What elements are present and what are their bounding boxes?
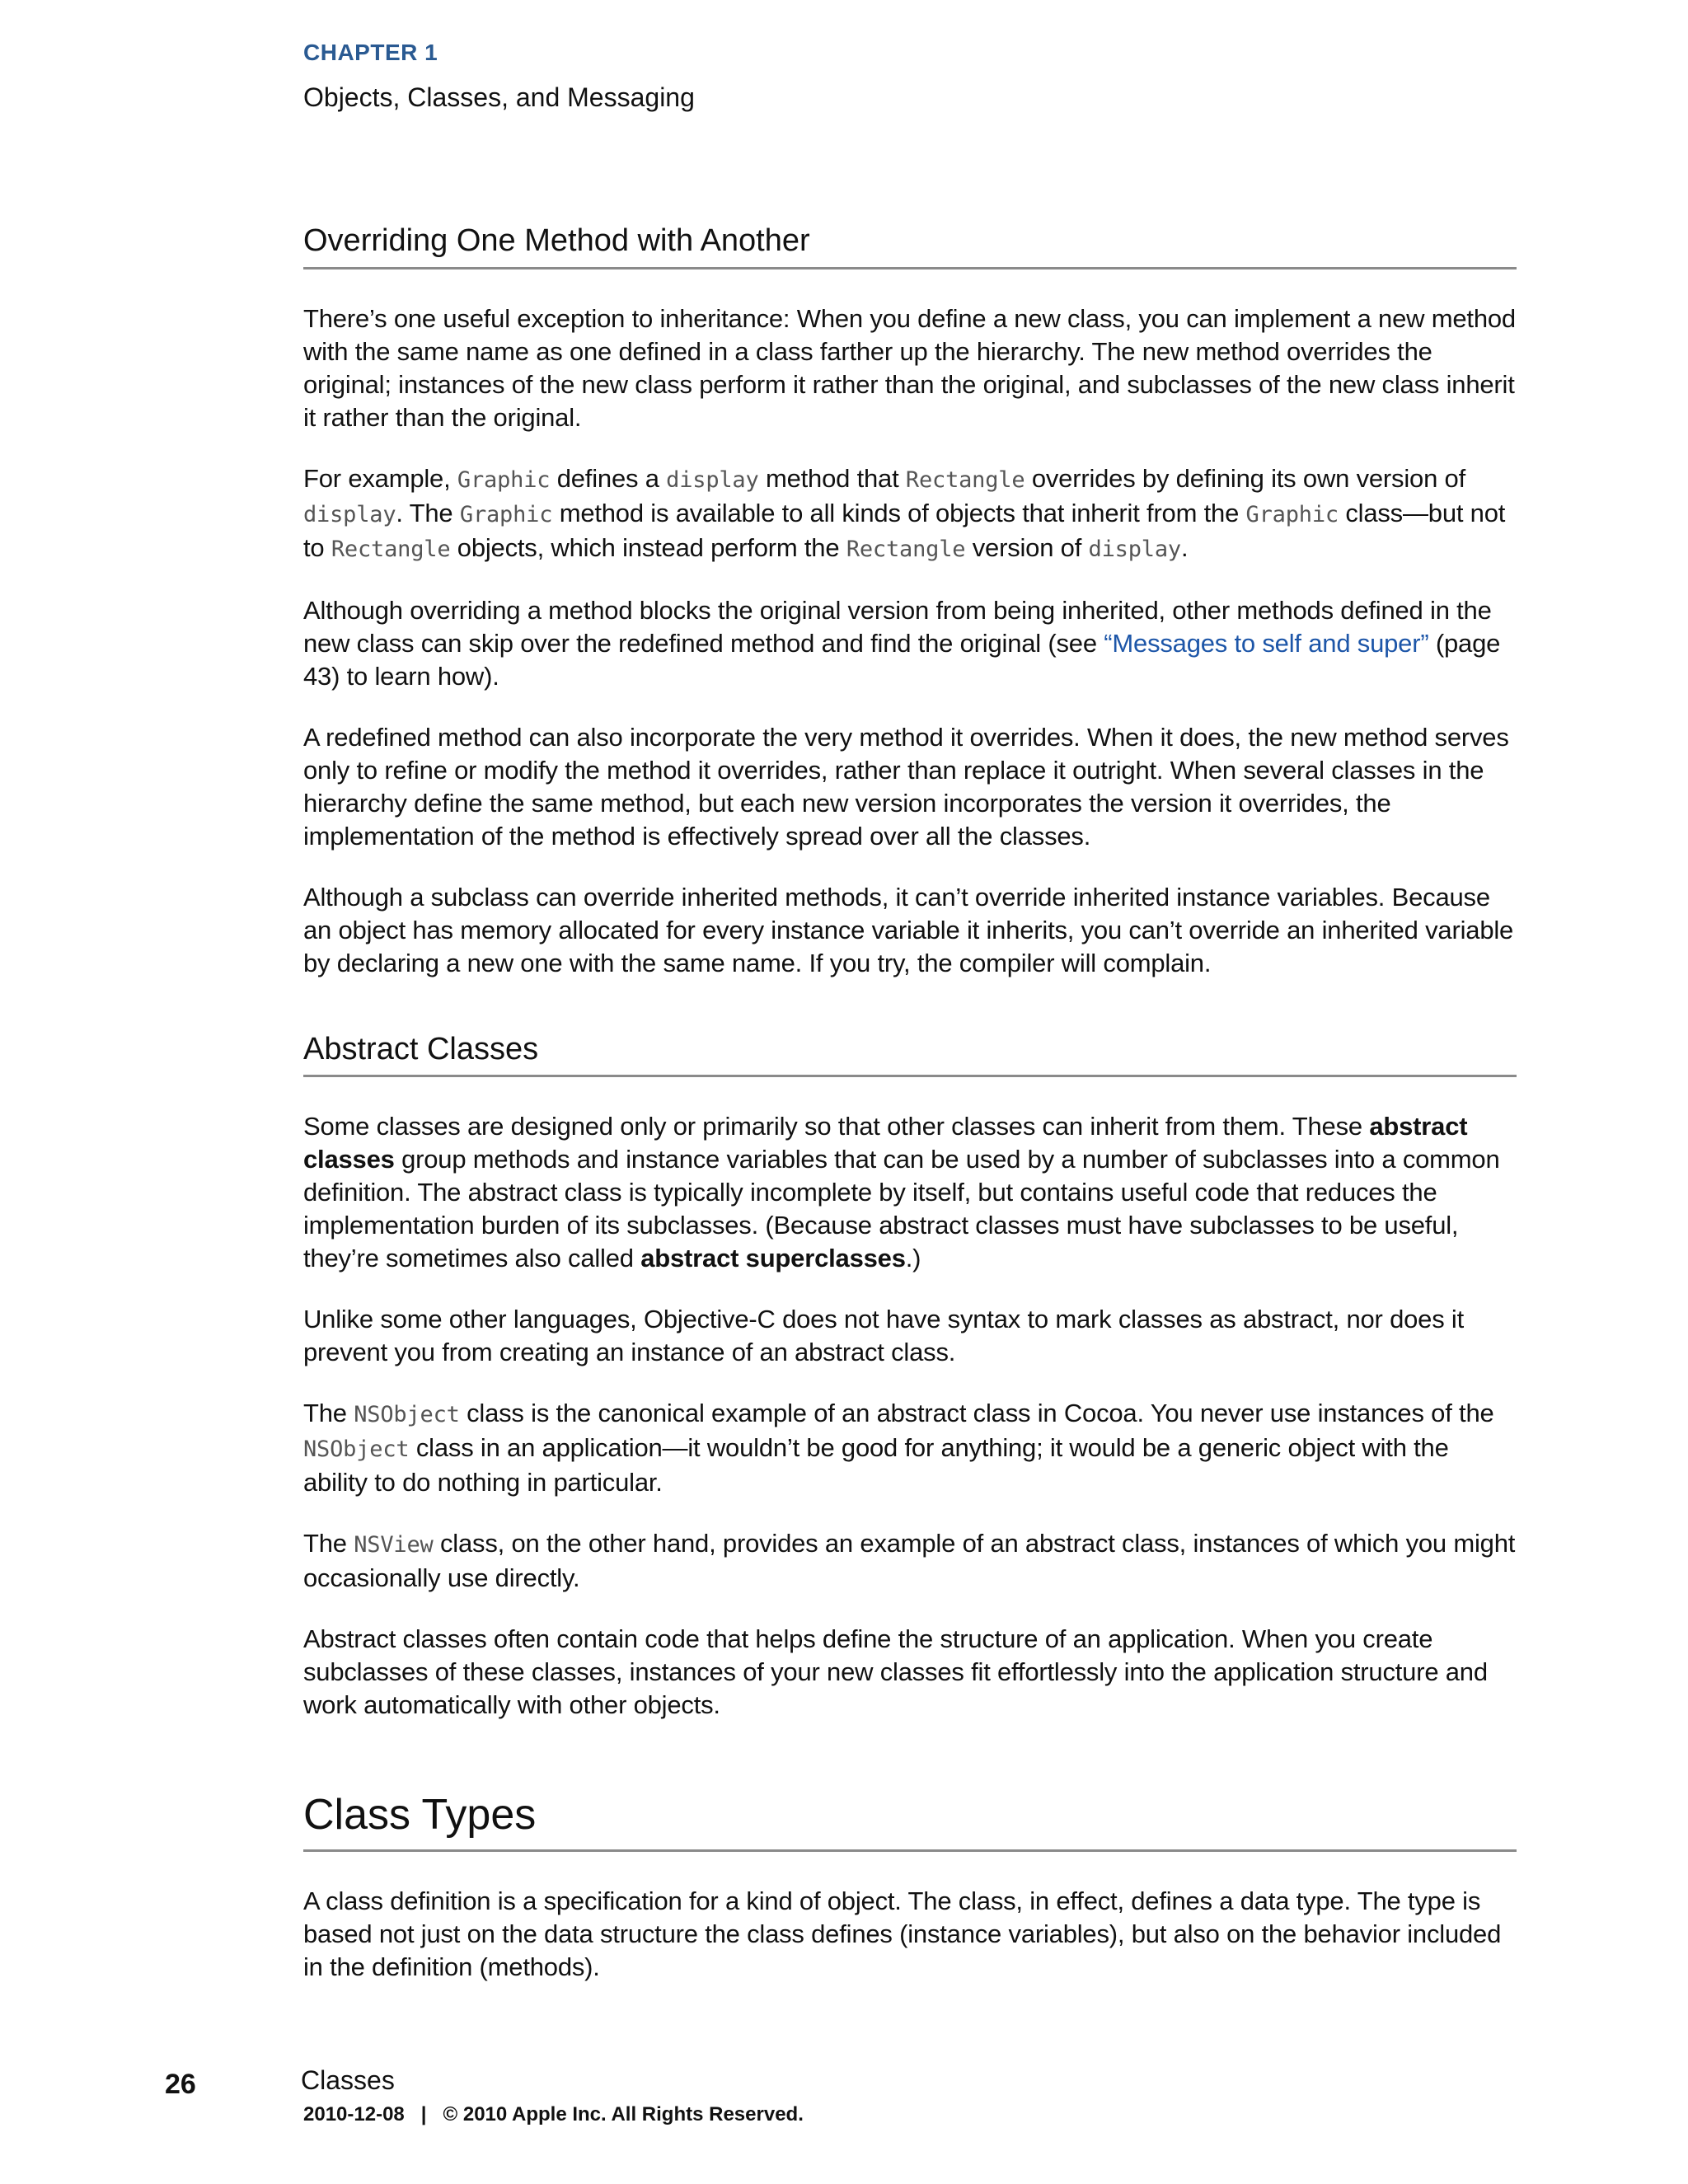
code-term: Rectangle (331, 536, 451, 562)
paragraph: Abstract classes often contain code that helps define the structure of an application. When you create subclasses of these classes, instances of your new classes fit effortlessly into the application structure and work automatically with other objects. (303, 1624, 1488, 1720)
code-term: Graphic (1245, 501, 1339, 527)
code-term: NSObject (303, 1436, 410, 1463)
page-number: 26 (165, 2069, 196, 2100)
paragraph: Some classes are designed only or primarily so that other classes can inherit from them. These abstract classes group methods and instance variables that can be used by a number of subclasses into a common definition. The abstract class is typically incomplete by itself, but contains useful code that reduces the implementation burden of its subclasses. (Because abstract classes must have subclasses to be useful, they’re sometimes also called abstract superclasses.) (303, 1112, 1500, 1273)
paragraph: Unlike some other languages, Objective-C does not have syntax to mark classes as abstract, nor does it prevent you from creating an instance of an abstract class. (303, 1305, 1465, 1367)
messages-to-self-and-super-link[interactable]: “Messages to self and super” (1104, 628, 1429, 658)
section-heading-class-types: Class Types (303, 1789, 1517, 1851)
main-content (303, 223, 1517, 2012)
code-term: Rectangle (905, 466, 1025, 493)
paragraph: The NSObject class is the canonical example of an abstract class in Cocoa. You never use instances of the NSObject class in an application—it wouldn’t be good for anything; it would be a generic object with the ability to do nothing in particular. (303, 1399, 1494, 1497)
paragraph: A class definition is a specification for a kind of object. The class, in effect, defines a data type. The type is based not just on the data structure the class defines (instance variables), but also on the behavior included in the definition (methods). (303, 1886, 1502, 1981)
code-term: display (666, 466, 759, 493)
section-heading-abstract-classes: Abstract Classes (303, 1031, 1517, 1078)
footer-title: Classes (301, 2065, 395, 2095)
code-term: NSView (354, 1532, 434, 1558)
paragraph: A redefined method can also incorporate the very method it overrides. When it does, the new method serves only to refine or modify the method it overrides, rather than replace it outright. When several classes in the hierarchy define the same method, but each new version incorporates the version it overrides, the implementation of the method is effectively spread over all the classes. (303, 722, 1509, 851)
bold-term: abstract classes (303, 1112, 1468, 1174)
bold-term: abstract superclasses (640, 1244, 906, 1273)
chapter-title: Objects, Classes, and Messaging (303, 82, 695, 112)
section-heading-overriding: Overriding One Method with Another (303, 223, 1517, 269)
code-term: display (1088, 536, 1181, 562)
paragraph: Although overriding a method blocks the original version from being inherited, other methods defined in the new class can skip over the redefined method and find the original (see “Messages to self and super” (page 43) to learn how). (303, 595, 1501, 691)
code-term: display (303, 501, 396, 527)
chapter-label: CHAPTER 1 (303, 40, 438, 65)
code-term: NSObject (354, 1402, 460, 1428)
paragraph: Although a subclass can override inherited methods, it can’t override inherited instance variables. Because an object has memory allocated for every instance variable it inherits, you can’t override an inherited variable by declaring a new one with the same name. If you try, the compiler will complain. (303, 882, 1514, 977)
code-term: Graphic (459, 501, 553, 527)
code-term: Rectangle (846, 536, 966, 562)
paragraph: The NSView class, on the other hand, provides an example of an abstract class, instances of which you might occasionally use directly. (303, 1529, 1516, 1593)
paragraph: For example, Graphic defines a display method that Rectangle overrides by defining its own version of display. The Graphic method is available to all kinds of objects that inherit from the Graphic class—but not to Rectangle objects, which instead perform the Rectangle version of display. (303, 463, 1506, 562)
footer-copyright: 2010-12-08 | © 2010 Apple Inc. All Rights Reserved. (303, 2103, 804, 2125)
paragraph: There’s one useful exception to inheritance: When you define a new class, you can implement a new method with the same name as one defined in a class farther up the hierarchy. The new method overrides the original; instances of the new class perform it rather than the original, and subclasses of the new class inherit it rather than the original. (303, 303, 1516, 432)
code-term: Graphic (457, 466, 551, 493)
